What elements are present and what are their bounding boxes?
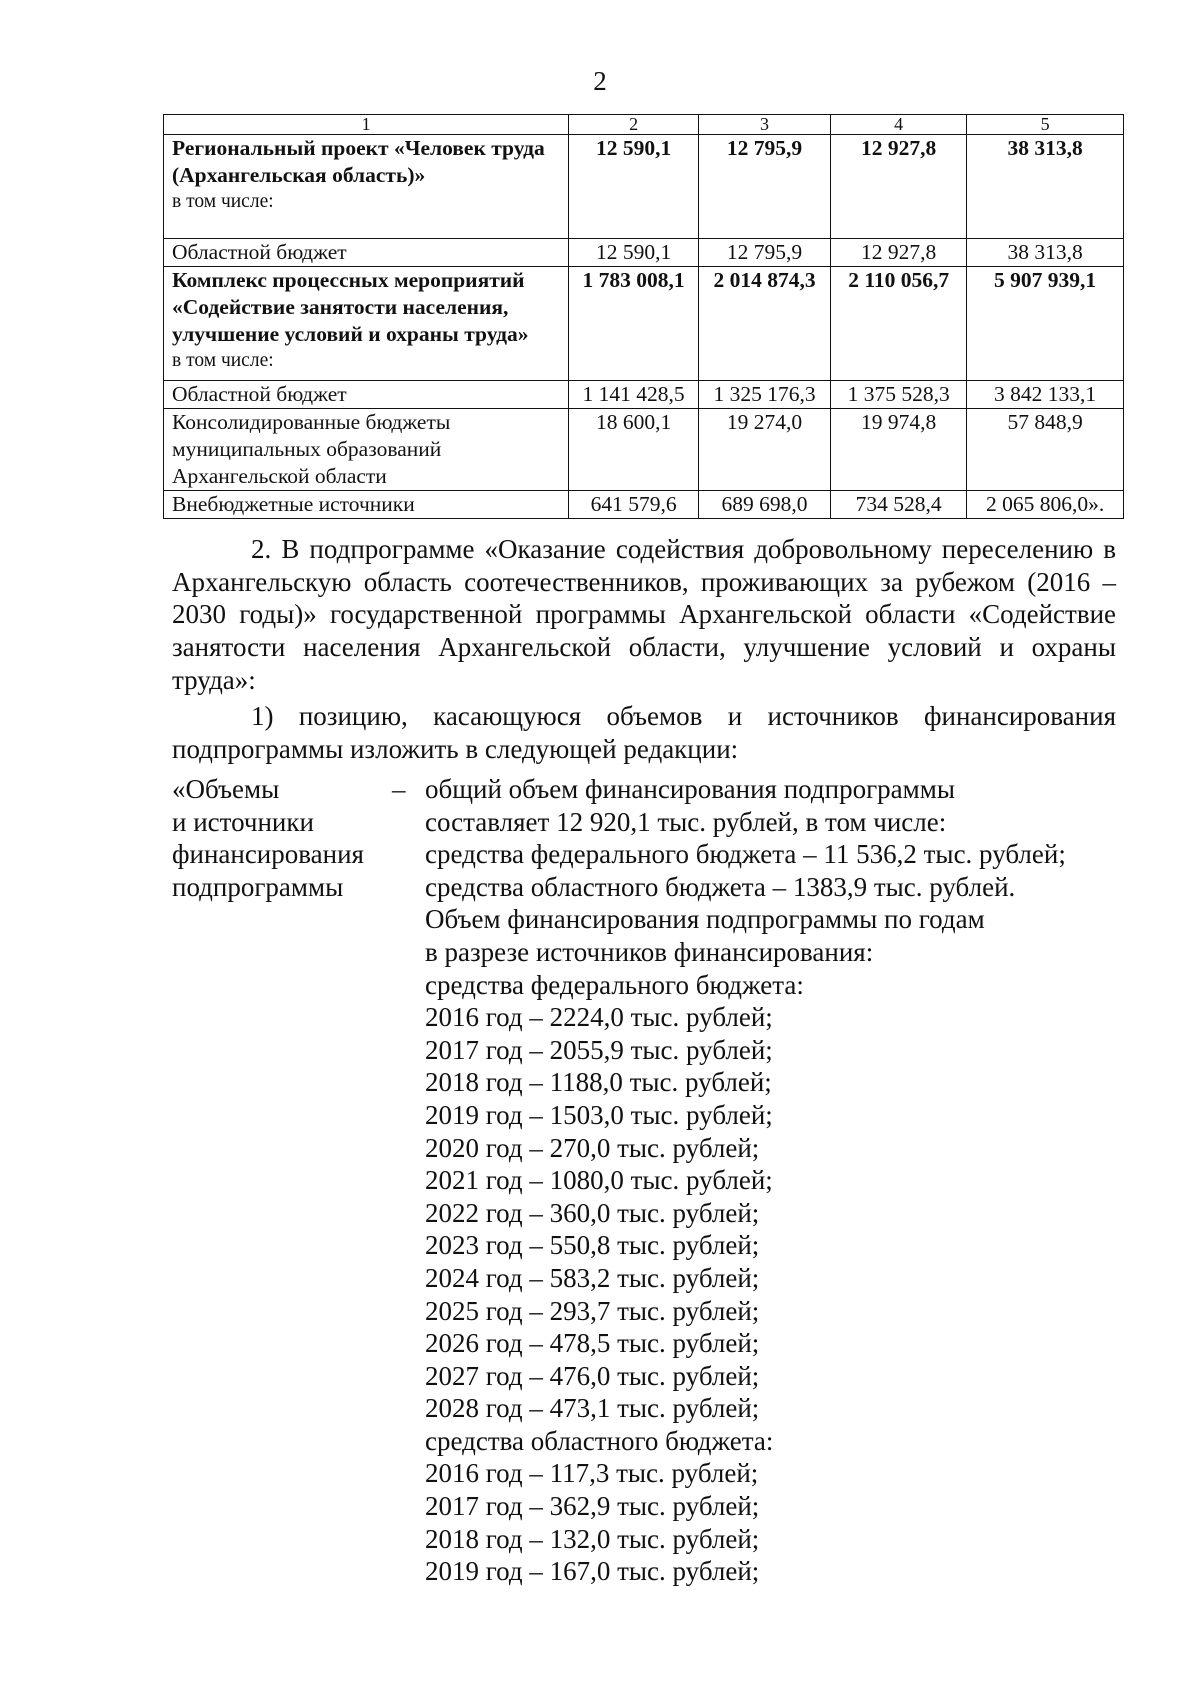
funding-line: в разрезе источников финансирования: (425, 936, 874, 967)
row-label-cell: Областной бюджет (164, 239, 569, 267)
financing-table (163, 114, 1124, 519)
table-header-cell: 5 (967, 115, 1124, 135)
row-label-cell (164, 135, 569, 239)
row-label: Региональный проект «Человек труда (Архангельская область)» (172, 136, 545, 187)
funding-line: средства федерального бюджета: (425, 969, 804, 1000)
value-cell: 18 600,1 (569, 409, 699, 491)
funding-line: 2017 год – 2055,9 тыс. рублей; (425, 1034, 773, 1065)
value-cell: 12 590,1 (569, 135, 699, 239)
funding-line: 2028 год – 473,1 тыс. рублей; (425, 1393, 760, 1424)
funding-line: 2021 год – 1080,0 тыс. рублей; (425, 1165, 773, 1196)
value-cell: 1 325 176,3 (698, 381, 830, 409)
table-row (164, 381, 1124, 409)
funding-line: общий объем финансирования подпрограммы (425, 774, 955, 804)
funding-line: 2019 год – 167,0 тыс. рублей; (425, 1556, 760, 1587)
funding-line: средства областного бюджета – 1383,9 тыс. рублей. (425, 871, 1016, 902)
table-header-row (164, 115, 1124, 135)
label-line: финансирования (172, 839, 364, 870)
row-sublabel: в том числе: (172, 350, 274, 371)
label-line: и источники (172, 806, 314, 837)
table-header-cell: 4 (831, 115, 967, 135)
page-number: 2 (593, 66, 607, 96)
value-cell: 12 795,9 (698, 135, 830, 239)
value-cell: 2 014 874,3 (698, 267, 830, 381)
value-cell: 12 795,9 (698, 239, 830, 267)
funding-line: 2025 год – 293,7 тыс. рублей; (425, 1295, 760, 1326)
funding-line: 2022 год – 360,0 тыс. рублей; (425, 1197, 760, 1228)
table-row (164, 239, 1124, 267)
paragraph-subprogram-amendment (172, 533, 1116, 697)
definition-label (172, 773, 412, 903)
funding-line: средства областного бюджета: (425, 1425, 774, 1456)
value-cell: 1 141 428,5 (569, 381, 699, 409)
value-cell: 2 110 056,7 (831, 267, 967, 381)
value-cell: 3 842 133,1 (967, 381, 1124, 409)
value-cell: 12 927,8 (831, 135, 967, 239)
value-cell: 641 579,6 (569, 491, 699, 519)
funding-line: 2018 год – 132,0 тыс. рублей; (425, 1523, 760, 1554)
value-cell: 689 698,0 (698, 491, 830, 519)
value-cell: 57 848,9 (967, 409, 1124, 491)
paragraph-text: 1) позицию, касающуюся объемов и источников финансирования подпрограммы изложить в следующей редакции: (172, 701, 1116, 764)
row-label-cell: Консолидированные бюджеты муниципальных образований Архангельской области (164, 409, 569, 491)
definition-body (425, 773, 1125, 1588)
label-line: подпрограммы (172, 871, 344, 902)
funding-line: 2027 год – 476,0 тыс. рублей; (425, 1360, 760, 1391)
table-row (164, 409, 1124, 491)
row-label-cell (164, 267, 569, 381)
funding-line: 2024 год – 583,2 тыс. рублей; (425, 1262, 760, 1293)
funding-line: 2023 год – 550,8 тыс. рублей; (425, 1230, 760, 1261)
row-sublabel: в том числе: (172, 191, 274, 212)
value-cell: 1 375 528,3 (831, 381, 967, 409)
funding-line: составляет 12 920,1 тыс. рублей, в том числе: (425, 806, 947, 837)
value-cell: 12 590,1 (569, 239, 699, 267)
label-line: «Объемы (172, 774, 280, 804)
funding-line: 2017 год – 362,9 тыс. рублей; (425, 1491, 760, 1522)
funding-line: 2016 год – 2224,0 тыс. рублей; (425, 1002, 773, 1033)
value-cell: 2 065 806,0». (967, 491, 1124, 519)
value-cell: 38 313,8 (967, 135, 1124, 239)
table-row (164, 267, 1124, 381)
table-row (164, 135, 1124, 239)
table-header-cell: 3 (698, 115, 830, 135)
funding-line: 2020 год – 270,0 тыс. рублей; (425, 1132, 760, 1163)
row-label: Комплекс процессных мероприятий «Содействие занятости населения, улучшение условий и охраны труда» (172, 268, 529, 346)
table-header-cell: 1 (164, 115, 569, 135)
funding-line: 2018 год – 1188,0 тыс. рублей; (425, 1067, 772, 1098)
value-cell: 734 528,4 (831, 491, 967, 519)
funding-line: 2019 год – 1503,0 тыс. рублей; (425, 1099, 773, 1130)
table-header-cell: 2 (569, 115, 699, 135)
funding-line: 2016 год – 117,3 тыс. рублей; (425, 1458, 759, 1489)
paragraph-text: 2. В подпрограмме «Оказание содействия добровольному переселению в Архангельскую область соотечественников, проживающих за рубежом (2016 – 2030 годы)» государственной программы Архангельской области «Содействие занятости населения Архангельской области, улучшение условий и охраны труда»: (172, 534, 1116, 695)
value-cell: 38 313,8 (967, 239, 1124, 267)
funding-line: 2026 год – 478,5 тыс. рублей; (425, 1328, 760, 1359)
paragraph-position-edit (172, 700, 1116, 765)
definition-dash: – (392, 774, 406, 804)
funding-line: средства федерального бюджета – 11 536,2 тыс. рублей; (425, 839, 1066, 870)
row-label-cell: Областной бюджет (164, 381, 569, 409)
row-label-cell: Внебюджетные источники (164, 491, 569, 519)
funding-line: Объем финансирования подпрограммы по годам (425, 904, 985, 935)
value-cell: 5 907 939,1 (967, 267, 1124, 381)
value-cell: 19 974,8 (831, 409, 967, 491)
value-cell: 19 274,0 (698, 409, 830, 491)
table-row (164, 491, 1124, 519)
value-cell: 12 927,8 (831, 239, 967, 267)
value-cell: 1 783 008,1 (569, 267, 699, 381)
